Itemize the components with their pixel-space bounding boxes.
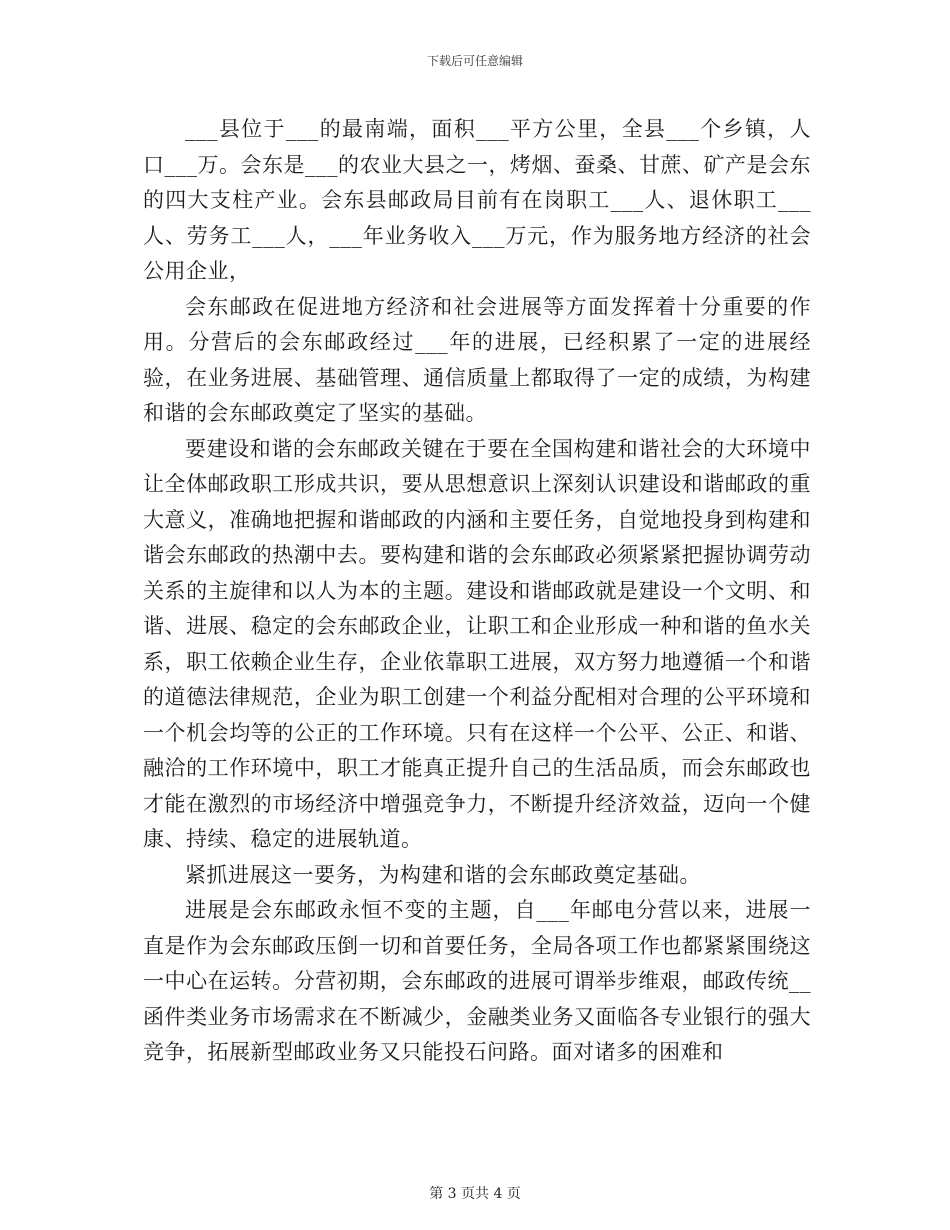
paragraph-1: ___县位于___的最南端，面积___平方公里，全县___个乡镇，人口___万。会东是___的农业大县之一，烤烟、蚕桑、甘蔗、矿产是会东的四大支柱产业。会东县邮政局目前有在岗职工___人、退休职工___人、劳务工___人，___年业务收入___万元，作为服务地方经济的社会公用企业， [143,117,811,283]
paragraph-4: 紧抓进展这一要务，为构建和谐的会东邮政奠定基础。 [185,862,701,887]
paragraph-5: 进展是会东邮政永恒不变的主题，自___年邮电分营以来，进展一直是作为会东邮政压倒一切和首要任务，全局各项工作也都紧紧围绕这一中心在运转。分营初期，会东邮政的进展可谓举步维艰，邮政传统__函件类业务市场需求在不断减少，金融类业务又面临各专业银行的强大竞争，拓展新型邮政业务又只能投石问路。面对诸多的困难和 [143,898,811,1064]
paragraph-3: 要建设和谐的会东邮政关键在于要在全国构建和谐社会的大环境中让全体邮政职工形成共识，要从思想意识上深刻认识建设和谐邮政的重大意义，准确地把握和谐邮政的内涵和主要任务，自觉地投身到构建和谐会东邮政的热潮中去。要构建和谐的会东邮政必须紧紧把握协调劳动关系的主旋律和以人为本的主题。建设和谐邮政就是建设一个文明、和谐、进展、稳定的会东邮政企业，让职工和企业形成一种和谐的鱼水关系，职工依赖企业生存，企业依靠职工进展，双方努力地遵循一个和谐的道德法律规范，企业为职工创建一个利益分配相对合理的公平环境和一个机会均等的公正的工作环境。只有在这样一个公平、公正、和谐、融洽的工作环境中，职工才能真正提升自己的生活品质，而会东邮政也才能在激烈的市场经济中增强竞争力，不断提升经济效益，迈向一个健康、持续、稳定的进展轨道。 [143,436,811,851]
page-footer: 第 3 页共 4 页 [429,1186,521,1202]
document-body [143,112,811,1071]
paragraph-2: 会东邮政在促进地方经济和社会进展等方面发挥着十分重要的作用。分营后的会东邮政经过___年的进展，已经积累了一定的进展经验，在业务进展、基础管理、通信质量上都取得了一定的成绩，为构建和谐的会东邮政奠定了坚实的基础。 [143,294,811,425]
page-header: 下载后可任意编辑 [426,54,523,68]
